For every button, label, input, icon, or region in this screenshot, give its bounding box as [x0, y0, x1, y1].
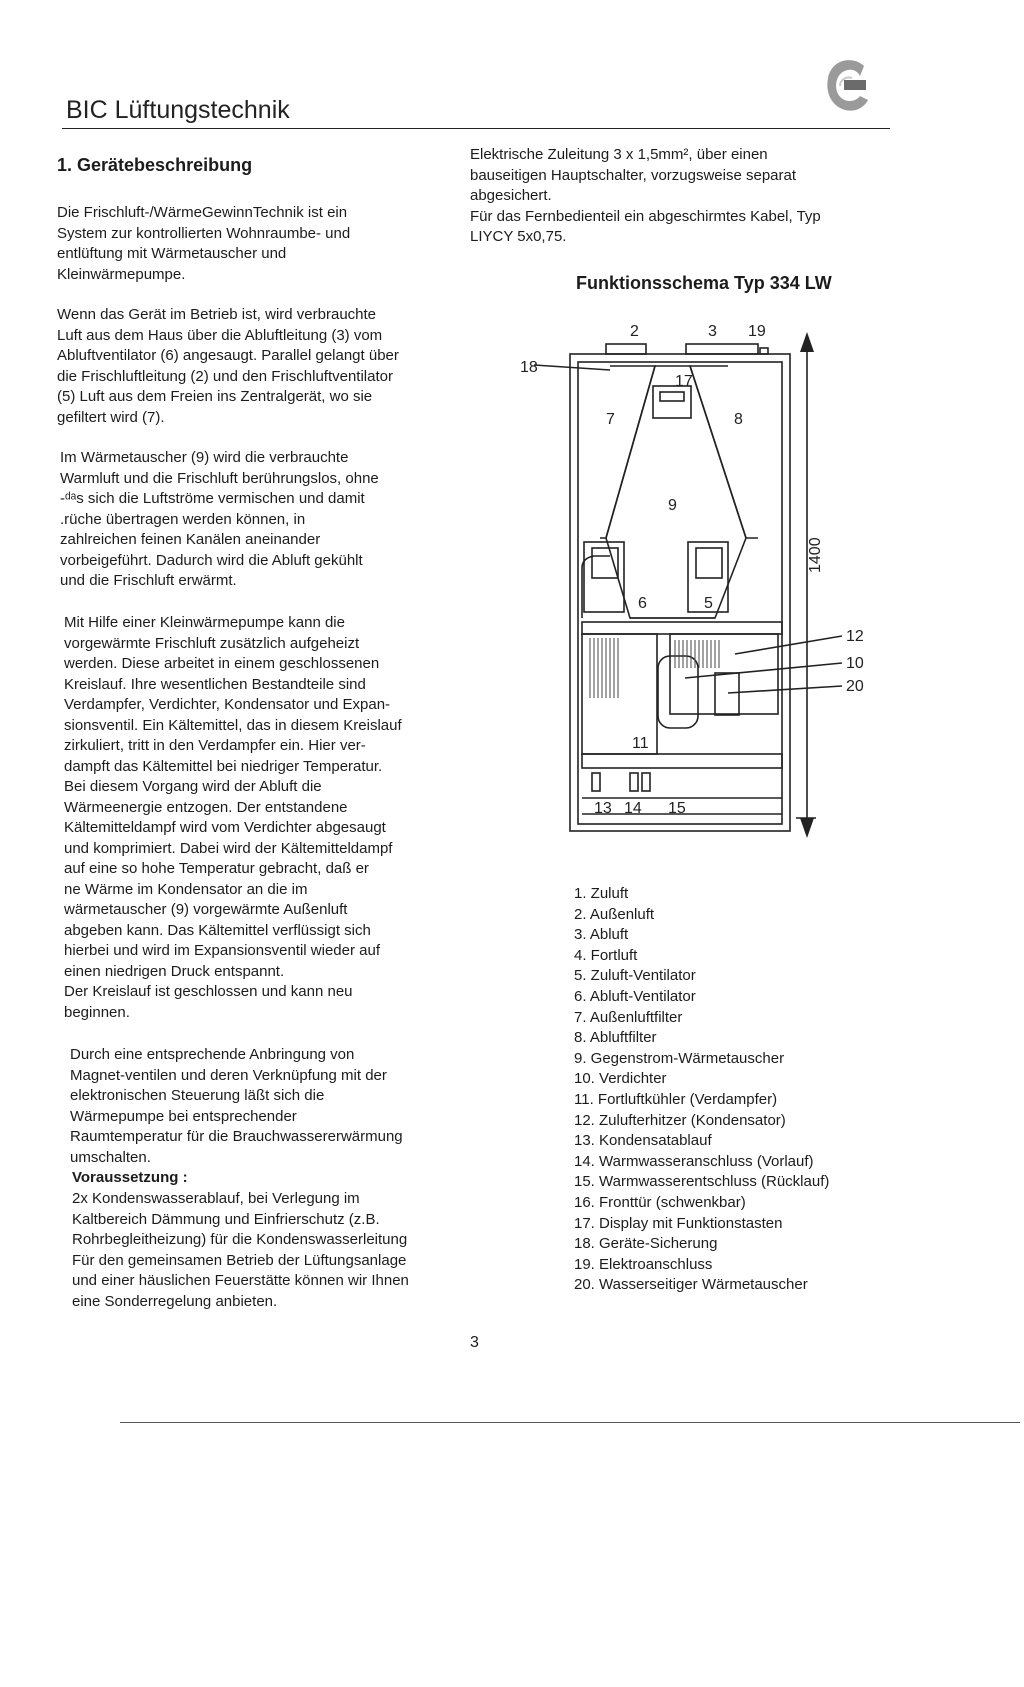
label-20: 20	[846, 678, 864, 695]
legend-item: 12. Zulufterhitzer (Kondensator)	[574, 1111, 786, 1129]
header-rule	[62, 128, 890, 129]
label-9: 9	[668, 497, 677, 514]
valves-paragraph: Durch eine entsprechende Anbringung von Magnet-ventilen und deren Verknüpfung mit der elektronischen Steuerung läßt sich die Wärmepumpe bei entsprechender Raumtemperatur für die Brauchwassererwärmung umschalten.	[70, 1046, 403, 1166]
section-heading: 1. Gerätebeschreibung	[57, 155, 253, 175]
leader-10	[685, 663, 842, 678]
diagram-title: Funktionsschema Typ 334 LW	[576, 273, 832, 293]
requirements-paragraph: 2x Kondenswasserablauf, bei Verlegung im Kaltbereich Dämmung und Einfrierschutz (z.B. Rohrbegleitheizung) für die Kondenswasserleitung Für den gemeinsamen Betrieb der Lüftungsanlage und einer häuslichen Feuerstätte können wir Ihnen eine Sonderregelung anbieten.	[72, 1190, 409, 1310]
leader-12	[735, 636, 842, 654]
label-8: 8	[734, 411, 743, 428]
arrow-down	[800, 818, 814, 838]
leader-20	[728, 686, 842, 693]
duct-2	[606, 344, 646, 354]
page-header-title: BIC Lüftungstechnik	[66, 96, 290, 124]
label-3: 3	[708, 323, 717, 340]
legend-item: 18. Geräte-Sicherung	[574, 1235, 718, 1253]
legend-item: 16. Fronttür (schwenkbar)	[574, 1193, 746, 1211]
legend-item: 7. Außenluftfilter	[574, 1008, 683, 1026]
electrical-supply-paragraph: Elektrische Zuleitung 3 x 1,5mm², über einen bauseitigen Hauptschalter, vorzugsweise separat abgesichert. Für das Fernbedienteil ein abgeschirmtes Kabel, Typ LIYCY 5x0,75.	[470, 146, 821, 245]
legend-item: 13. Kondensatablauf	[574, 1132, 712, 1150]
display-17	[653, 386, 691, 418]
heat-exchanger-paragraph: Im Wärmetauscher (9) wird die verbrauchte Warmluft und die Frischluft berührungslos, ohne -ᵈᵃs sich die Luftströme vermischen und damit .rüche übertragen werden können, in zahlreichen feinen Kanälen aneinander vorbeigeführt. Dadurch wird die Abluft gekühlt und die Frischluft erwärmt.	[60, 449, 379, 589]
electric-connector	[760, 348, 768, 354]
label-18: 18	[520, 359, 538, 376]
filter-8-frame	[690, 366, 758, 538]
label-17: 17	[675, 373, 693, 390]
company-logo	[820, 56, 876, 118]
operation-paragraph: Wenn das Gerät im Betrieb ist, wird verbrauchte Luft aus dem Haus über die Abluftleitung (3) vom Abluftventilator (6) angesaugt. Parallel gelangt über die Frischluftleitung (2) und den Frischluftventilator (5) Luft aus dem Freien ins Zentralgerät, wo sie gefiltert wird (7).	[57, 306, 399, 426]
unit-housing	[570, 354, 790, 831]
legend-item: 9. Gegenstrom-Wärmetauscher	[574, 1049, 785, 1067]
compressor-10	[658, 656, 698, 728]
label-15: 15	[668, 800, 686, 817]
legend-item: 6. Abluft-Ventilator	[574, 987, 696, 1005]
legend-item: 8. Abluftfilter	[574, 1029, 657, 1047]
page-number: 3	[470, 1334, 479, 1351]
label-14: 14	[624, 800, 642, 817]
heat-pump-paragraph: Mit Hilfe einer Kleinwärmepumpe kann die vorgewärmte Frischluft zusätzlich aufgeheizt werden. Diese arbeitet in einem geschlossenen Kreislauf. Ihre wesentlichen Bestandteile sind Verdampfer, Verdichter, Kondensator und Expan- sionsventil. Ein Kältemittel, das in diesem Kreislauf zirkuliert, tritt in den Verdampfer ein. Hier ver- dampft das Kältemittel bei niedriger Temperatur. Bei diesem Vorgang wird der Abluft die Wärmeenergie entzogen. Der entstandene Kältemitteldampf wird vom Verdichter abgesaugt und komprimiert. Dabei wird der Kältemitteldampf auf eine so hohe Temperatur gebracht, daß er ne Wärme im Kondensator an die im wärmetauscher (9) vorgewärmte Außenluft abgeben kann. Das Kältemittel verflüssigt sich hierbei und wird im Expansionsventil wieder auf einen niedrigen Druck entspannt. Der Kreislauf ist geschlossen und kann neu beginnen.	[64, 614, 402, 1021]
label-10: 10	[846, 655, 864, 672]
function-diagram	[510, 318, 890, 858]
legend-item: 20. Wasserseitiger Wärmetauscher	[574, 1276, 808, 1294]
label-2: 2	[630, 323, 639, 340]
requirements-label: Voraussetzung :	[72, 1169, 188, 1186]
legend-item: 4. Fortluft	[574, 946, 638, 964]
duct-3	[686, 344, 758, 354]
label-19: 19	[748, 323, 766, 340]
arrow-up	[800, 332, 814, 352]
intro-paragraph: Die Frischluft-/WärmeGewinnTechnik ist ein System zur kontrollierten Wohnraumbe- und entlüftung mit Wärmetauscher und Kleinwärmepumpe.	[57, 204, 351, 283]
label-height: 1400	[807, 537, 824, 573]
water-heat-exchanger-20	[715, 673, 739, 715]
legend-item: 2. Außenluft	[574, 905, 655, 923]
legend-item: 11. Fortluftkühler (Verdampfer)	[574, 1090, 778, 1108]
legend-item: 14. Warmwasseranschluss (Vorlauf)	[574, 1152, 814, 1170]
legend-item: 1. Zuluft	[574, 885, 629, 902]
diagram-legend	[574, 884, 829, 1296]
label-13: 13	[594, 800, 612, 817]
label-6: 6	[638, 595, 647, 612]
legend-item: 19. Elektroanschluss	[574, 1255, 713, 1273]
bottom-rule	[120, 1422, 1020, 1423]
legend-item: 3. Abluft	[574, 926, 629, 944]
legend-item: 17. Display mit Funktionstasten	[574, 1214, 783, 1232]
label-11: 11	[632, 735, 649, 752]
legend-item: 10. Verdichter	[574, 1070, 667, 1088]
label-7: 7	[606, 411, 615, 428]
filter-7-frame	[600, 366, 655, 538]
legend-item: 5. Zuluft-Ventilator	[574, 967, 696, 985]
legend-item: 15. Warmwasserentschluss (Rücklauf)	[574, 1173, 830, 1191]
label-12: 12	[846, 628, 864, 645]
label-5: 5	[704, 595, 713, 612]
heat-exchanger-9	[606, 366, 746, 618]
leader-18	[534, 365, 610, 370]
